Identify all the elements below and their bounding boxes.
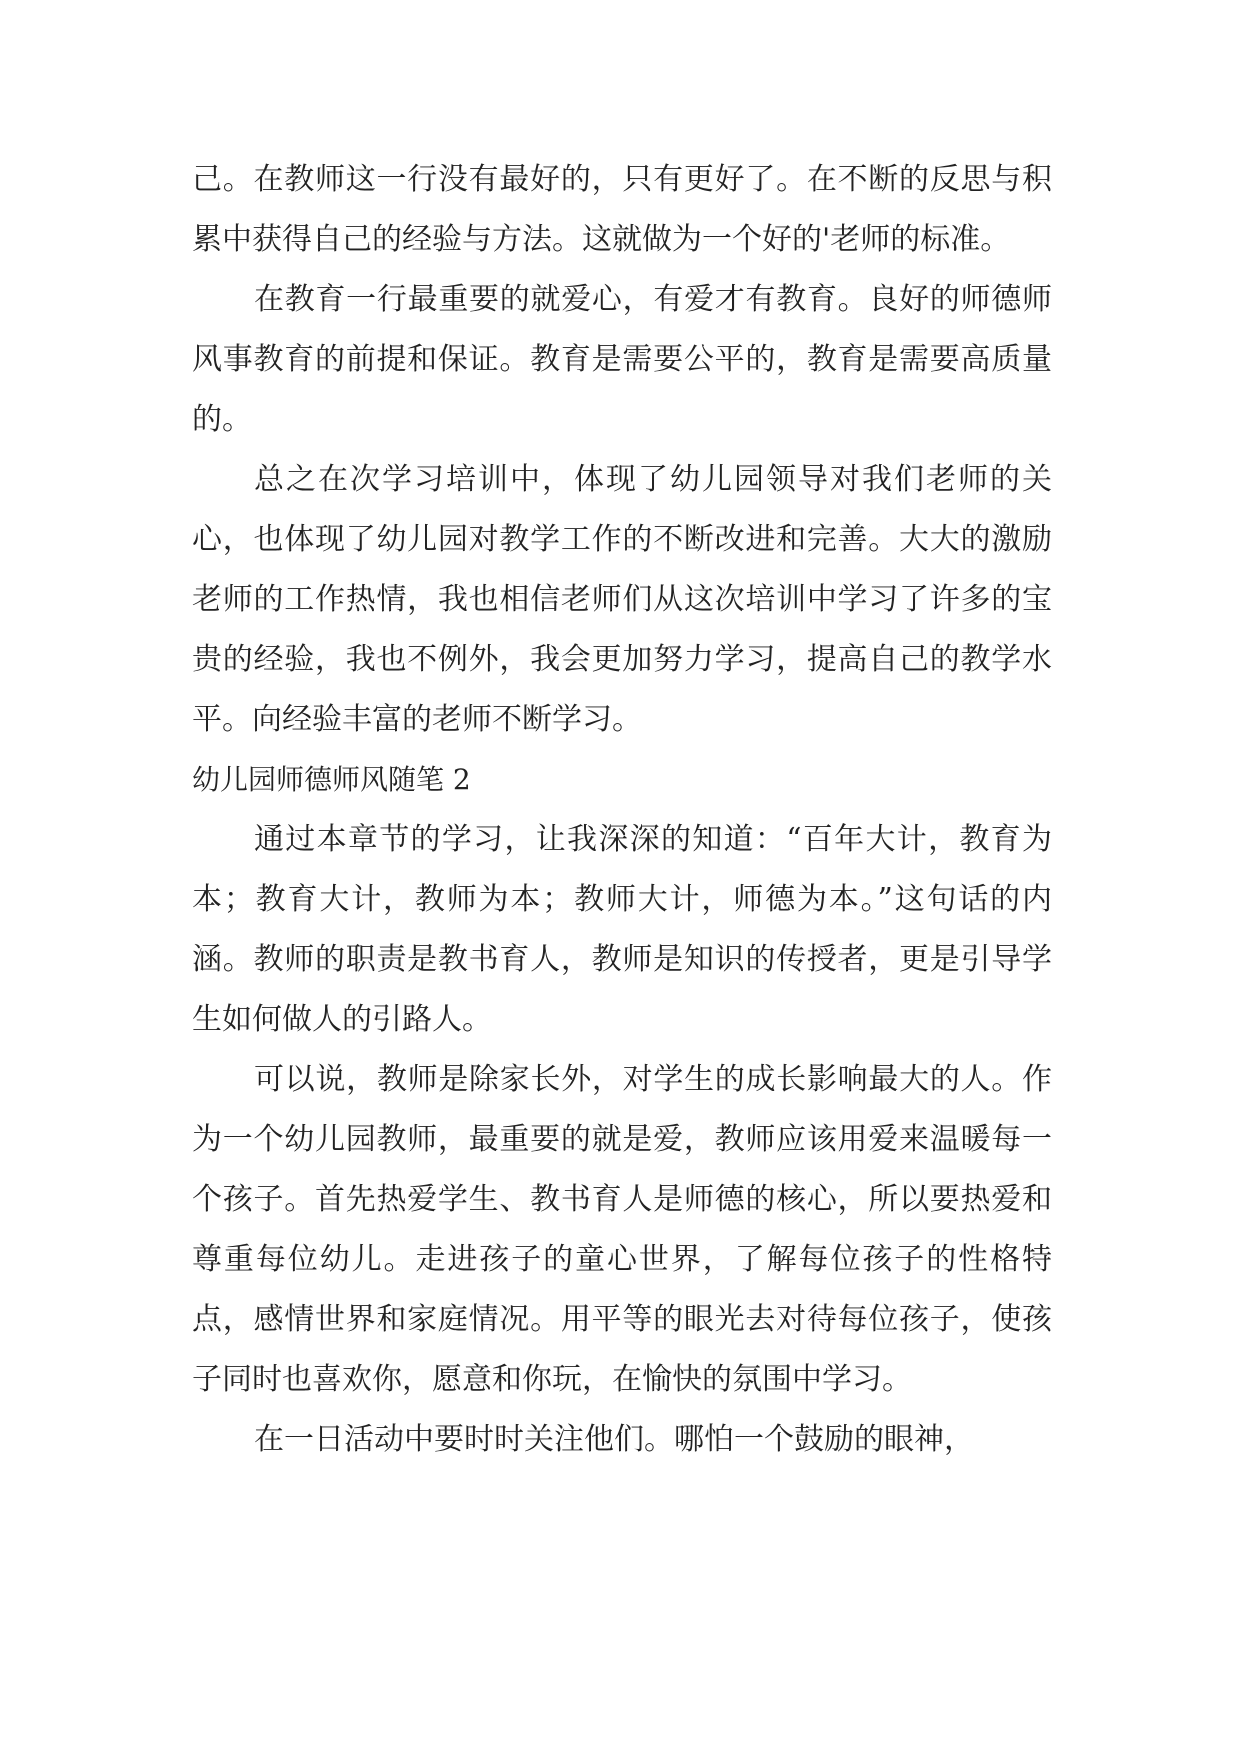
paragraph: 总之在次学习培训中，体现了幼儿园领导对我们老师的关心，也体现了幼儿园对教学工作的不断改进和完善。大大的激励老师的工作热情，我也相信老师们从这次培训中学习了许多的宝贵的经验，我也不例外，我会更加努力学习，提高自己的教学水平。向经验丰富的老师不断学习。: [192, 462, 1052, 737]
section-heading: 幼儿园师德师风随笔 2: [192, 763, 471, 796]
paragraph: 在一日活动中要时时关注他们。哪怕一个鼓励的眼神，: [254, 1422, 974, 1457]
document-body: [192, 150, 1052, 1470]
paragraph: 在教育一行最重要的就爱心，有爱才有教育。良好的师德师风事教育的前提和保证。教育是需要公平的，教育是需要高质量的。: [192, 282, 1052, 437]
paragraph: 可以说，教师是除家长外，对学生的成长影响最大的人。作为一个幼儿园教师，最重要的就是爱，教师应该用爱来温暖每一个孩子。首先热爱学生、教书育人是师德的核心，所以要热爱和尊重每位幼儿。走进孩子的童心世界，了解每位孩子的性格特点，感情世界和家庭情况。用平等的眼光去对待每位孩子，使孩子同时也喜欢你，愿意和你玩，在愉快的氛围中学习。: [192, 1062, 1052, 1397]
paragraph: 通过本章节的学习，让我深深的知道：“百年大计，教育为本；教育大计，教师为本；教师大计，师德为本。”这句话的内涵。教师的职责是教书育人，教师是知识的传授者，更是引导学生如何做人的引路人。: [192, 822, 1052, 1037]
paragraph-continuation: 己。在教师这一行没有最好的，只有更好了。在不断的反思与积累中获得自己的经验与方法。这就做为一个好的'老师的标准。: [192, 162, 1052, 257]
